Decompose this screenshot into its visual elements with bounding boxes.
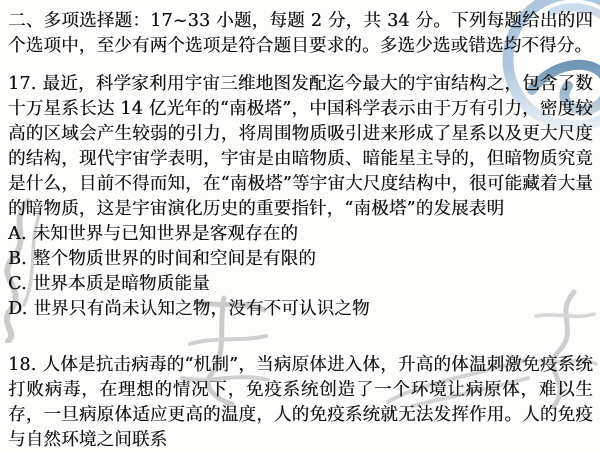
- question-17: [8, 72, 593, 322]
- question-18-stem: [8, 353, 593, 453]
- question-stem-text: 最近，科学家利用宇宙三维地图发配迄今最大的宇宙结构之，包含了数十万星系长达 14 亿光年的“南极塔”，中国科学表示由于万有引力，密度较高的区域会产生较弱的引力，将周围物质吸引进来形成了星系以及更大尺度的结构，现代宇宙学表明，宇宙是由暗物质、暗能星主导的，但暗物质究竟是什么，目前不得而知，在“南极塔”等宇宙大尺度结构中，很可能藏着大量的暗物质，这是宇宙演化历史的重要指针，“南极塔”的发展表明: [8, 74, 593, 219]
- question-18: [8, 353, 593, 453]
- option-label: C.: [8, 274, 27, 294]
- option-row-c: [8, 272, 593, 297]
- option-label: D.: [8, 299, 28, 319]
- option-label: B.: [8, 249, 27, 269]
- instructions-text: 二、多项选择题：17~33 小题，每题 2 分，共 34 分。下列每题给出的四个选项中，至少有两个选项是符合题目要求的。多选少选或错选均不得分。: [8, 11, 593, 56]
- option-text: 世界只有尚未认知之物，没有不可认识之物: [33, 299, 370, 319]
- option-label: A.: [8, 224, 27, 244]
- question-number: 17.: [8, 74, 37, 94]
- question-stem-text: 人体是抗击病毒的“机制”，当病原体进入体，升高的体温刺激免疫系统打败病毒，在理想的情况下，免疫系统创造了一个环境让病原体，难以生存，一旦病原体适应更高的温度，人的免疫系统就无法发挥作用。人的免疫与自然环境之间联系: [8, 355, 593, 450]
- option-text: 世界本质是暗物质能量: [32, 274, 210, 294]
- option-text: 未知世界与已知世界是客观存在的: [32, 224, 299, 244]
- question-17-stem: [8, 72, 593, 222]
- option-row-b: [8, 247, 593, 272]
- section-instructions: [8, 9, 593, 59]
- question-number: 18.: [8, 355, 37, 375]
- option-text: 整个物质世界的时间和空间是有限的: [32, 249, 317, 269]
- option-row-a: [8, 222, 593, 247]
- option-row-d: [8, 297, 593, 322]
